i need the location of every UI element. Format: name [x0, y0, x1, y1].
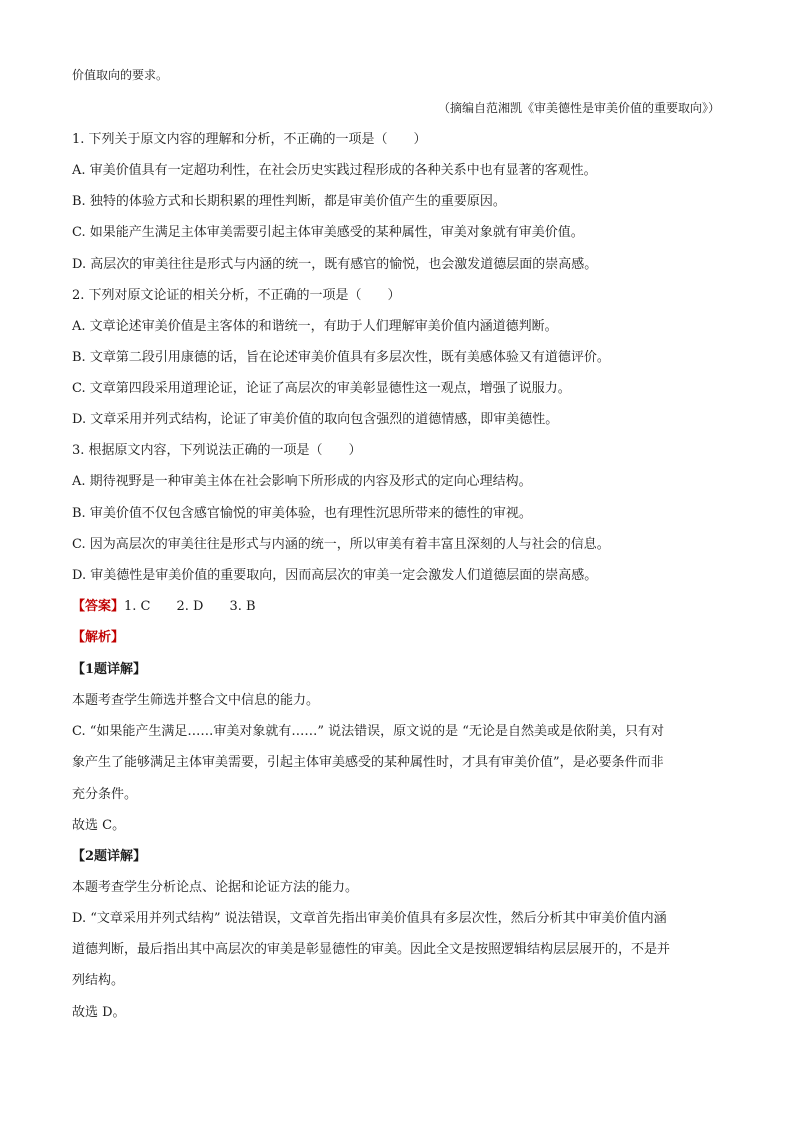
- question-2-option-d: D. 文章采用并列式结构，论证了审美价值的取向包含强烈的道德情感，即审美德性。: [72, 412, 559, 427]
- question-3-option-b: B. 审美价值不仅包含感官愉悦的审美体验，也有理性沉思所带来的德性的审视。: [72, 506, 532, 521]
- q1-analysis-title: 【1题详解】: [72, 662, 147, 677]
- answer-item: 2. D: [176, 599, 204, 614]
- q2-analysis-line: 道德判断，最后指出其中高层次的审美是彰显德性的审美。因此全文是按照逻辑结构层层展开的，不是并: [72, 942, 671, 957]
- question-1-option-d: D. 高层次的审美往往是形式与内涵的统一，既有感官的愉悦，也会激发道德层面的崇高感。: [72, 257, 598, 272]
- q1-analysis-line: 象产生了能够满足主体审美需要，引起主体审美感受的某种属性时，才具有审美价值”，是必要条件而非: [72, 755, 664, 770]
- question-1-option-a: A. 审美价值具有一定超功利性，在社会历史实践过程形成的各种关系中也有显著的客观性。: [72, 163, 597, 178]
- question-3-option-c: C. 因为高层次的审美往往是形式与内涵的统一，所以审美有着丰富且深刻的人与社会的信息。: [72, 537, 610, 552]
- question-2-option-a: A. 文章论述审美价值是主客体的和谐统一，有助于人们理解审美价值内涵道德判断。: [72, 319, 558, 334]
- q1-analysis-line: 本题考查学生筛选并整合文中信息的能力。: [72, 693, 320, 708]
- q1-analysis-line: C. “如果能产生满足……审美对象就有……” 说法错误，原文说的是 “无论是自然美或是依附美，只有对: [72, 724, 664, 739]
- answer-item: 1. C: [124, 599, 151, 614]
- q1-analysis-line: 充分条件。: [72, 787, 138, 802]
- question-1-stem: 1. 下列关于原文内容的理解和分析，不正确的一项是（ ）: [72, 132, 427, 147]
- q2-analysis-line: 本题考查学生分析论点、论据和论证方法的能力。: [72, 880, 359, 895]
- question-2-option-c: C. 文章第四段采用道理论证，论证了高层次的审美彰显德性这一观点，增强了说服力。: [72, 381, 571, 396]
- question-3-option-a: A. 期待视野是一种审美主体在社会影响下所形成的内容及形式的定向心理结构。: [72, 474, 532, 489]
- question-2-option-b: B. 文章第二段引用康德的话，旨在论述审美价值具有多层次性，既有美感体验又有道德评价。: [72, 350, 610, 365]
- question-1-option-b: B. 独特的体验方式和长期积累的理性判断，都是审美价值产生的重要原因。: [72, 194, 506, 209]
- question-2-stem: 2. 下列对原文论证的相关分析，不正确的一项是（ ）: [72, 288, 401, 303]
- q2-analysis-line: 列结构。: [72, 973, 125, 988]
- question-1-option-c: C. 如果能产生满足主体审美需要引起主体审美感受的某种属性，审美对象就有审美价值。: [72, 225, 584, 240]
- analysis-label: 【解析】: [72, 630, 125, 645]
- q2-analysis-line: D. “文章采用并列式结构” 说法错误，文章首先指出审美价值具有多层次性，然后分析其中审美价值内涵: [72, 911, 667, 926]
- question-3-option-d: D. 审美德性是审美价值的重要取向，因而高层次的审美一定会激发人们道德层面的崇高感。: [72, 568, 598, 583]
- answer-item: 3. B: [229, 599, 256, 614]
- answer-row: [72, 598, 722, 616]
- q1-analysis-line: 故选 C。: [72, 818, 126, 833]
- q2-analysis-line: 故选 D。: [72, 1005, 126, 1020]
- question-3-stem: 3. 根据原文内容，下列说法正确的一项是（ ）: [72, 443, 362, 458]
- answer-label: 【答案】: [72, 599, 125, 614]
- source-citation: （摘编自范湘凯《审美德性是审美价值的重要取向》）: [437, 101, 720, 115]
- q2-analysis-title: 【2题详解】: [72, 849, 147, 864]
- intro-ending: 价值取向的要求。: [72, 68, 169, 82]
